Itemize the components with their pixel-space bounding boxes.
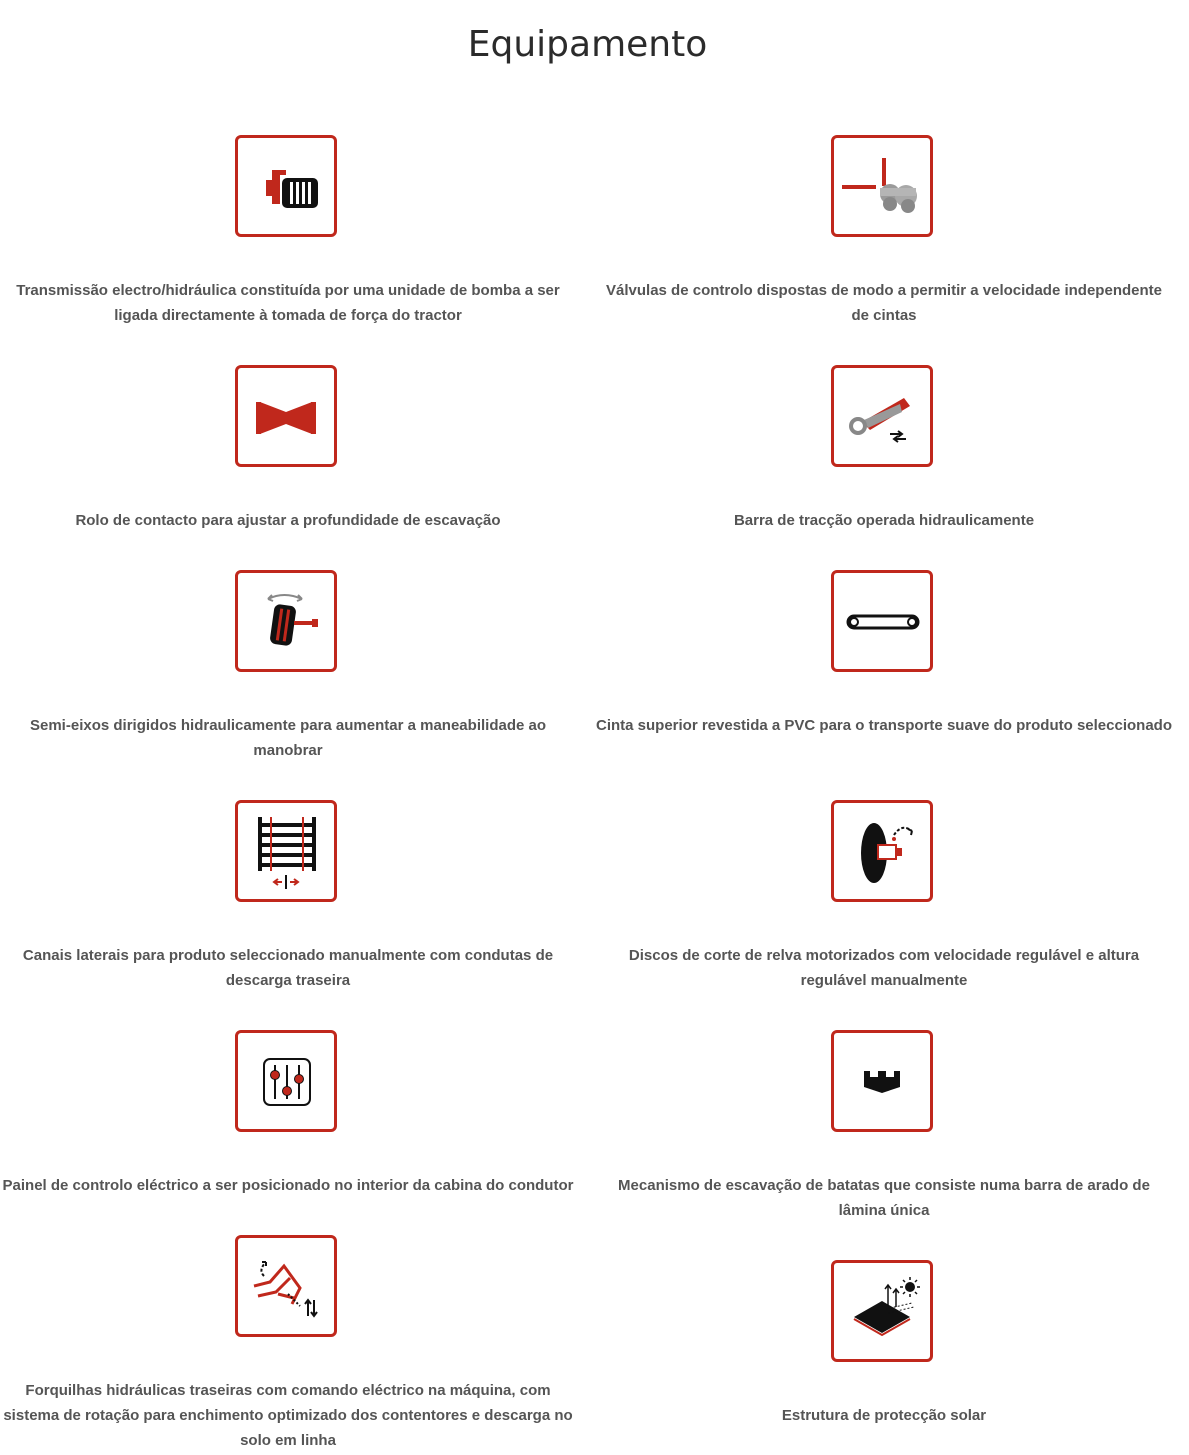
control-panel-icon — [235, 1030, 337, 1132]
hydraulic-pump-icon — [235, 135, 337, 237]
equipment-caption: Estrutura de protecção solar — [781, 1407, 987, 1424]
steered-axle-icon — [235, 570, 337, 672]
equipment-caption: Canais laterais para produto seleccionado manualmente com condutas de descarga traseira — [22, 947, 554, 989]
sun-shade-icon — [831, 1260, 933, 1362]
side-channels-icon — [235, 800, 337, 902]
equipment-caption: Mecanismo de escavação de batatas que consiste numa barra de arado de lâmina única — [618, 1177, 1150, 1219]
equipment-caption: Transmissão electro/hidráulica constituída por uma unidade de bomba a ser ligada directamente à tomada de força do tractor — [16, 282, 560, 324]
equipment-caption: Válvulas de controlo dispostas de modo a permitir a velocidade independente de cintas — [606, 282, 1162, 324]
equipment-caption: Discos de corte de relva motorizados com velocidade regulável e altura regulável manualmente — [628, 947, 1140, 989]
control-valves-icon — [831, 135, 933, 237]
drawbar-icon — [831, 365, 933, 467]
equipment-caption: Painel de controlo eléctrico a ser posicionado no interior da cabina do condutor — [2, 1177, 574, 1194]
equipment-caption: Cinta superior revestida a PVC para o transporte suave do produto seleccionado — [596, 717, 1172, 734]
equipment-caption: Barra de tracção operada hidraulicamente — [733, 512, 1035, 529]
conveyor-belt-icon — [831, 570, 933, 672]
equipment-caption: Forquilhas hidráulicas traseiras com comando eléctrico na máquina, com sistema de rotação para enchimento optimizado dos contentores e descarga no solo em linha — [3, 1382, 573, 1449]
digging-blade-icon — [831, 1030, 933, 1132]
equipment-caption: Rolo de contacto para ajustar a profundidade de escavação — [75, 512, 501, 529]
cutting-disc-icon — [831, 800, 933, 902]
rear-forks-icon — [235, 1235, 337, 1337]
contact-roller-icon — [235, 365, 337, 467]
equipment-caption: Semi-eixos dirigidos hidraulicamente para aumentar a maneabilidade ao manobrar — [30, 717, 546, 759]
page-title: Equipamento — [467, 24, 708, 65]
